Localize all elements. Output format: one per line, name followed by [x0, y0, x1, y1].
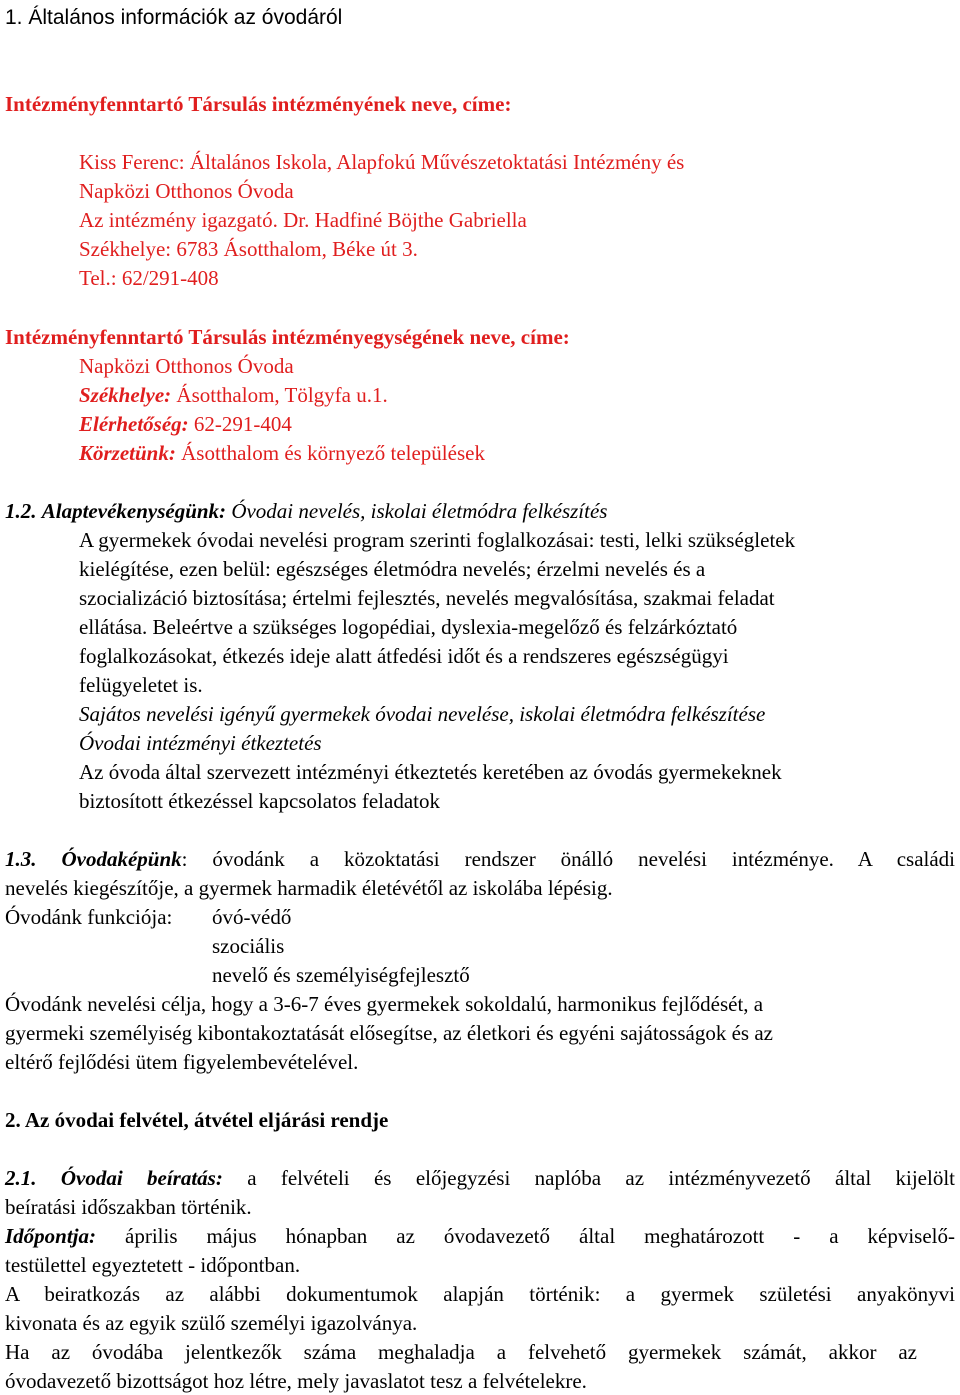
egyseg-title: Intézményfenntartó Társulás intézményegységének neve, címe:	[5, 325, 570, 349]
idopont-line: Időpontja: április május hónapban az óvodavezető által meghatározott - a képviselő-	[5, 1224, 956, 1248]
funkcio-item: szociális	[212, 934, 285, 958]
fenntarto-title: Intézményfenntartó Társulás intézményének neve, címe:	[5, 92, 512, 116]
body-line: ellátása. Beleértve a szükséges logopédiai, dyslexia-megelőző és felzárkóztató	[79, 615, 738, 639]
section-1-2-title: 1.2. Alaptevékenységünk: Óvodai nevelés, iskolai életmódra felkészítés	[5, 499, 608, 523]
fenntarto-line: Kiss Ferenc: Általános Iskola, Alapfokú Művészetoktatási Intézmény és	[79, 150, 685, 174]
body-line: szocializáció biztosítása; értelmi fejlesztés, nevelés megvalósítása, szakmai feladat	[79, 586, 775, 610]
fenntarto-line: Székhelye: 6783 Ásotthalom, Béke út 3.	[79, 237, 418, 261]
body-line: Óvodánk nevelési célja, hogy a 3-6-7 éves gyermekek sokoldalú, harmonikus fejlődését, a	[5, 992, 764, 1016]
body-line: eltérő fejlődési ütem figyelembevételével.	[5, 1050, 359, 1074]
body-line: biztosított étkezéssel kapcsolatos feladatok	[79, 789, 440, 813]
body-line: Az óvoda által szervezett intézményi étkeztetés keretében az óvodás gyermekeknek	[79, 760, 782, 784]
body-line: Ha az óvodába jelentkezők száma meghaladja a felvehető gyermekek számát, akkor az	[5, 1340, 917, 1364]
body-line: kivonata és az egyik szülő személyi igazolványa.	[5, 1311, 418, 1335]
funkcio-label: Óvodánk funkciója:	[5, 905, 173, 929]
egyseg-field-szekhely: Székhelye: Ásotthalom, Tölgyfa u.1.	[79, 383, 388, 407]
funkcio-item: nevelő és személyiségfejlesztő	[212, 963, 470, 987]
section-2-heading: 2. Az óvodai felvétel, átvétel eljárási rendje	[5, 1108, 389, 1132]
body-line: A beiratkozás az alábbi dokumentumok alapján történik: a gyermek születési anyakönyvi	[5, 1282, 955, 1306]
funkcio-item: óvó-védő	[212, 905, 292, 929]
italic-line: Óvodai intézményi étkeztetés	[79, 731, 322, 755]
body-line: felügyeletet is.	[79, 673, 203, 697]
italic-line: Sajátos nevelési igényű gyermekek óvodai nevelése, iskolai életmódra felkészítése	[79, 702, 766, 726]
fenntarto-line: Az intézmény igazgató. Dr. Hadfiné Böjthe Gabriella	[79, 208, 527, 232]
egyseg-field-elerhetoseg: Elérhetőség: 62-291-404	[79, 412, 292, 436]
body-line: óvodavezető bizottságot hoz létre, mely javaslatot tesz a felvételekre.	[5, 1369, 587, 1393]
section-2-1-line: 2.1. Óvodai beíratás: a felvételi és előjegyzési naplóba az intézményvezető által kijelölt	[5, 1166, 955, 1190]
section-1-heading: 1. Általános információk az óvodáról	[5, 6, 343, 29]
body-line: kielégítése, ezen belül: egészséges életmódra nevelés; érzelmi nevelés és a	[79, 557, 706, 581]
fenntarto-line: Tel.: 62/291-408	[79, 266, 219, 290]
body-line: testülettel egyeztetett - időpontban.	[5, 1253, 301, 1277]
body-line: nevelés kiegészítője, a gyermek harmadik életévétől az iskolába lépésig.	[5, 876, 613, 900]
fenntarto-line: Napközi Otthonos Óvoda	[79, 179, 294, 203]
body-line: gyermeki személyiség kibontakoztatását elősegítse, az életkori és egyéni sajátosságok és az	[5, 1021, 773, 1045]
body-line: A gyermekek óvodai nevelési program szerinti foglalkozásai: testi, lelki szükségletek	[79, 528, 796, 552]
egyseg-field-korzet: Körzetünk: Ásotthalom és környező települések	[79, 441, 485, 465]
body-line: beíratási időszakban történik.	[5, 1195, 252, 1219]
section-1-3-line: 1.3. Óvodaképünk: óvodánk a közoktatási rendszer önálló nevelési intézménye. A családi	[5, 847, 956, 871]
egyseg-name: Napközi Otthonos Óvoda	[79, 354, 294, 378]
body-line: foglalkozásokat, étkezés ideje alatt átfedési időt és a rendszeres egészségügyi	[79, 644, 729, 668]
